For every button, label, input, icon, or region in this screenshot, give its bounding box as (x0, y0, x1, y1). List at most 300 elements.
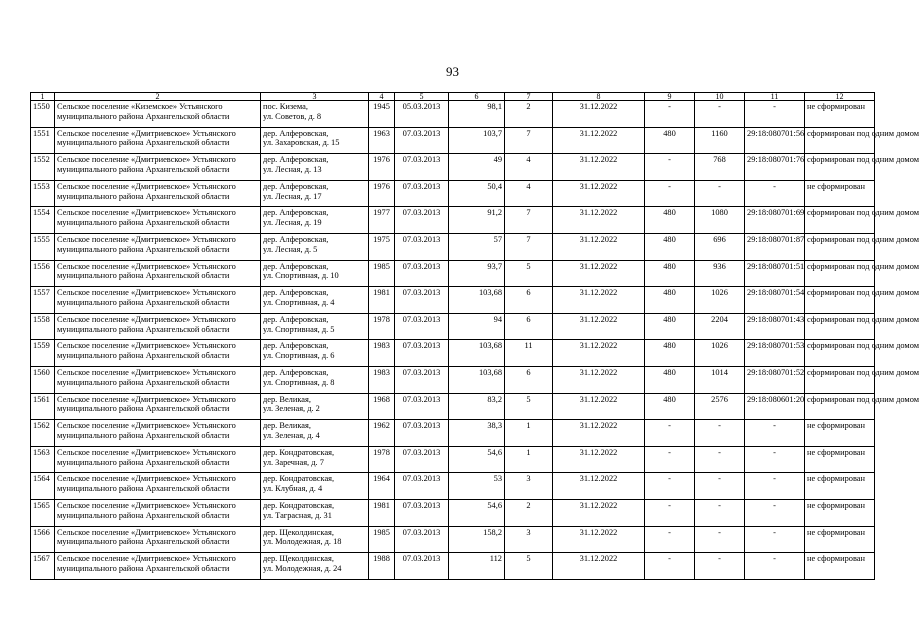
cell-number-text: 1557 (33, 288, 50, 298)
cell-number (31, 446, 55, 473)
cell-end-date (553, 366, 645, 393)
cell-date-text: 07.03.2013 (402, 234, 441, 244)
cell-count (505, 127, 553, 154)
cell-area-text: 158,2 (483, 527, 502, 537)
cell-status (805, 526, 875, 553)
cell-number-text: 1564 (33, 474, 50, 484)
cell-address (261, 446, 369, 473)
cell-address-text: дер. Кондратовская, (263, 500, 335, 510)
cell-count (505, 207, 553, 234)
cell-end-date-text: 31.12.2022 (579, 208, 618, 218)
cell-date (395, 207, 449, 234)
cell-address (261, 499, 369, 526)
cell-end-date-text: 31.12.2022 (579, 234, 618, 244)
cell-date-text: 07.03.2013 (402, 288, 441, 298)
cell-date-text: 07.03.2013 (402, 128, 441, 138)
cell-end-date-text: 31.12.2022 (579, 500, 618, 510)
cell-year (369, 207, 395, 234)
cell-address (261, 553, 369, 580)
cell-number-text: 1555 (33, 234, 50, 244)
cell-date-text: 07.03.2013 (402, 474, 441, 484)
cell-end-date (553, 420, 645, 447)
cell-year-text: 1962 (373, 421, 390, 431)
cell-settlement (55, 340, 261, 367)
cell-col10-text: 936 (713, 261, 726, 271)
cell-status-text: сформирован под одним домом (807, 234, 919, 244)
cell-area-text: 49 (493, 155, 502, 165)
cell-year (369, 287, 395, 314)
cell-address-text: ул. Зеленая, д. 2 (263, 404, 320, 414)
cell-number (31, 366, 55, 393)
column-header: 11 (745, 93, 805, 101)
cell-year-text: 1976 (373, 155, 390, 165)
cell-end-date (553, 207, 645, 234)
cell-settlement (55, 127, 261, 154)
cell-area-text: 112 (489, 554, 502, 564)
cell-year-text: 1976 (373, 181, 390, 191)
cell-area (449, 340, 505, 367)
cell-col10-text: - (718, 421, 721, 431)
cell-date (395, 553, 449, 580)
cell-cadastral (745, 420, 805, 447)
cell-end-date (553, 313, 645, 340)
cell-area (449, 287, 505, 314)
cell-year-text: 1963 (373, 128, 390, 138)
cell-area (449, 420, 505, 447)
cell-date (395, 499, 449, 526)
cell-address-text: ул. Клубная, д. 4 (263, 484, 323, 494)
cell-year (369, 340, 395, 367)
cell-settlement-text: муниципального района Архангельской области (57, 377, 230, 387)
cell-address-text: дер. Алферовская, (263, 341, 329, 351)
cell-col10 (695, 473, 745, 500)
cell-address-text: дер. Великая, (263, 421, 311, 431)
cell-settlement-text: Сельское поселение «Дмитриевское» Устьянского (57, 554, 236, 564)
cell-settlement-text: муниципального района Архангельской области (57, 244, 230, 254)
cell-cadastral-text: 29:18:080701:54 (747, 288, 805, 298)
cell-cadastral-text: 29:18:080701:52 (747, 367, 805, 377)
cell-settlement (55, 101, 261, 128)
cell-settlement-text: Сельское поселение «Дмитриевское» Устьянского (57, 155, 236, 165)
cell-col10 (695, 154, 745, 181)
cell-number-text: 1563 (33, 447, 50, 457)
cell-date (395, 473, 449, 500)
cell-count-text: 4 (526, 181, 531, 191)
cell-col10 (695, 287, 745, 314)
cell-area-text: 93,7 (487, 261, 502, 271)
cell-address (261, 260, 369, 287)
cell-count-text: 7 (526, 234, 531, 244)
cell-address (261, 127, 369, 154)
cell-col10-text: 2576 (711, 394, 728, 404)
cell-col10 (695, 393, 745, 420)
cell-col9-text: - (668, 421, 671, 431)
cell-number-text: 1558 (33, 314, 50, 324)
cell-col10-text: 1026 (711, 288, 728, 298)
cell-end-date (553, 526, 645, 553)
cell-col9-text: 480 (663, 367, 676, 377)
cell-count (505, 154, 553, 181)
cell-status-text: сформирован под одним домом (807, 314, 919, 324)
cell-count-text: 4 (526, 155, 531, 165)
cell-col10-text: 768 (713, 155, 726, 165)
cell-col9-text: - (668, 527, 671, 537)
cell-cadastral (745, 499, 805, 526)
cell-cadastral (745, 313, 805, 340)
column-header: 12 (805, 93, 875, 101)
cell-cadastral-text: 29:18:080701:43 (747, 314, 805, 324)
cell-cadastral-text: - (773, 500, 776, 510)
cell-end-date-text: 31.12.2022 (579, 527, 618, 537)
cell-col10 (695, 340, 745, 367)
cell-settlement-text: муниципального района Архангельской области (57, 510, 230, 520)
column-header: 7 (505, 93, 553, 101)
cell-col10-text: - (718, 527, 721, 537)
cell-settlement-text: Сельское поселение «Дмитриевское» Устьянского (57, 314, 236, 324)
cell-area (449, 553, 505, 580)
cell-year (369, 446, 395, 473)
cell-year (369, 499, 395, 526)
cell-year-text: 1978 (373, 314, 390, 324)
cell-cadastral (745, 233, 805, 260)
column-header: 10 (695, 93, 745, 101)
cell-col10 (695, 553, 745, 580)
cell-number (31, 180, 55, 207)
cell-address (261, 287, 369, 314)
cell-year-text: 1977 (373, 208, 390, 218)
cell-number-text: 1566 (33, 527, 50, 537)
table-row (31, 233, 875, 260)
cell-settlement-text: муниципального района Архангельской области (57, 351, 230, 361)
cell-date-text: 07.03.2013 (402, 554, 441, 564)
cell-col10 (695, 127, 745, 154)
cell-count (505, 233, 553, 260)
cell-col9 (645, 393, 695, 420)
cell-col10-text: 1014 (711, 367, 728, 377)
cell-status-text: не сформирован (807, 421, 865, 431)
cell-status (805, 366, 919, 393)
cell-settlement-text: муниципального района Архангельской области (57, 138, 230, 148)
cell-settlement (55, 420, 261, 447)
column-header: 6 (449, 93, 505, 101)
cell-end-date (553, 499, 645, 526)
cell-col10 (695, 526, 745, 553)
cell-address-text: дер. Щеколдинская, (263, 554, 334, 564)
cell-end-date-text: 31.12.2022 (579, 367, 618, 377)
cell-col9 (645, 526, 695, 553)
cell-end-date-text: 31.12.2022 (579, 102, 618, 111)
cell-settlement (55, 446, 261, 473)
cell-col9-text: 480 (663, 394, 676, 404)
cell-address-text: ул. Спортивная, д. 4 (263, 297, 335, 307)
cell-address (261, 313, 369, 340)
cell-settlement-text: Сельское поселение «Дмитриевское» Устьянского (57, 208, 236, 218)
cell-address-text: ул. Спортивная, д. 5 (263, 324, 335, 334)
cell-cadastral-text: - (773, 181, 776, 191)
table-row (31, 366, 875, 393)
cell-date (395, 180, 449, 207)
cell-date (395, 154, 449, 181)
cell-year-text: 1978 (373, 447, 390, 457)
cell-settlement (55, 207, 261, 234)
cell-status-text: не сформирован (807, 181, 865, 191)
cell-area (449, 313, 505, 340)
cell-date (395, 127, 449, 154)
cell-count (505, 366, 553, 393)
cell-settlement-text: муниципального района Архангельской области (57, 164, 230, 174)
cell-status-text: сформирован под одним домом (807, 367, 919, 377)
table-row (31, 207, 875, 234)
cell-settlement-text: Сельское поселение «Дмитриевское» Устьянского (57, 474, 236, 484)
cell-area-text: 98,1 (487, 102, 502, 111)
cell-number-text: 1553 (33, 181, 50, 191)
cell-address-text: ул. Лесная, д. 17 (263, 191, 322, 201)
cell-address-text: дер. Алферовская, (263, 128, 329, 138)
cell-col10 (695, 180, 745, 207)
cell-settlement-text: Сельское поселение «Дмитриевское» Устьянского (57, 421, 236, 431)
cell-settlement-text: Сельское поселение «Дмитриевское» Устьянского (57, 527, 236, 537)
cell-address (261, 233, 369, 260)
cell-count-text: 5 (526, 261, 531, 271)
cell-count-text: 3 (526, 474, 531, 484)
cell-count-text: 11 (524, 341, 533, 351)
cell-number-text: 1561 (33, 394, 50, 404)
cell-end-date-text: 31.12.2022 (579, 181, 618, 191)
cell-count (505, 446, 553, 473)
cell-date-text: 07.03.2013 (402, 394, 441, 404)
cell-address (261, 154, 369, 181)
cell-address-text: дер. Алферовская, (263, 234, 329, 244)
cell-address (261, 340, 369, 367)
cell-col10 (695, 499, 745, 526)
cell-settlement (55, 473, 261, 500)
cell-col10 (695, 233, 745, 260)
cell-number-text: 1551 (33, 128, 50, 138)
cell-cadastral (745, 473, 805, 500)
cell-col9-text: - (668, 181, 671, 191)
cell-settlement-text: Сельское поселение «Дмитриевское» Устьянского (57, 367, 236, 377)
cell-area-text: 38,3 (487, 421, 502, 431)
table-row (31, 287, 875, 314)
table-row (31, 526, 875, 553)
cell-address (261, 473, 369, 500)
cell-number-text: 1554 (33, 208, 50, 218)
cell-cadastral-text: - (773, 474, 776, 484)
table-row (31, 127, 875, 154)
cell-cadastral (745, 553, 805, 580)
cell-col9-text: - (668, 155, 671, 165)
cell-status (805, 340, 919, 367)
table-row (31, 340, 875, 367)
cell-col10-text: - (718, 102, 721, 111)
cell-date-text: 07.03.2013 (402, 367, 441, 377)
cell-area (449, 207, 505, 234)
cell-year-text: 1985 (373, 261, 390, 271)
cell-settlement-text: Сельское поселение «Дмитриевское» Устьянского (57, 181, 236, 191)
cell-settlement-text: муниципального района Архангельской области (57, 191, 230, 201)
cell-status (805, 233, 919, 260)
cell-number-text: 1552 (33, 155, 50, 165)
cell-settlement-text: Сельское поселение «Дмитриевское» Устьянского (57, 341, 236, 351)
table-row (31, 313, 875, 340)
cell-end-date (553, 127, 645, 154)
registry-table (30, 92, 919, 580)
cell-count (505, 180, 553, 207)
cell-end-date (553, 260, 645, 287)
cell-count (505, 260, 553, 287)
cell-end-date-text: 31.12.2022 (579, 314, 618, 324)
table-row (31, 154, 875, 181)
cell-status-text: сформирован под одним домом (807, 208, 919, 218)
cell-status-text: сформирован под одним домом (807, 394, 919, 404)
cell-area (449, 233, 505, 260)
cell-address-text: дер. Кондратовская, (263, 474, 335, 484)
cell-col9 (645, 207, 695, 234)
cell-settlement-text: Сельское поселение «Дмитриевское» Устьянского (57, 394, 236, 404)
cell-area (449, 446, 505, 473)
cell-area (449, 526, 505, 553)
cell-settlement (55, 553, 261, 580)
cell-address-text: дер. Алферовская, (263, 288, 329, 298)
cell-col9 (645, 420, 695, 447)
cell-number (31, 287, 55, 314)
cell-count (505, 420, 553, 447)
cell-col9-text: 480 (663, 234, 676, 244)
cell-cadastral (745, 154, 805, 181)
cell-col9-text: 480 (663, 208, 676, 218)
cell-end-date (553, 340, 645, 367)
cell-year (369, 233, 395, 260)
cell-col9 (645, 260, 695, 287)
cell-address-text: ул. Лесная, д. 19 (263, 218, 322, 228)
cell-end-date (553, 101, 645, 128)
cell-settlement-text: муниципального района Архангельской области (57, 484, 230, 494)
cell-end-date-text: 31.12.2022 (579, 474, 618, 484)
cell-address-text: дер. Алферовская, (263, 314, 329, 324)
cell-area (449, 180, 505, 207)
cell-col10 (695, 260, 745, 287)
cell-status-text: не сформирован (807, 474, 865, 484)
cell-status (805, 420, 875, 447)
cell-year-text: 1975 (373, 234, 390, 244)
cell-address-text: ул. Лесная, д. 13 (263, 164, 322, 174)
cell-count-text: 5 (526, 394, 531, 404)
cell-count (505, 526, 553, 553)
cell-count-text: 2 (526, 500, 531, 510)
cell-settlement-text: муниципального района Архангельской области (57, 111, 230, 121)
cell-end-date-text: 31.12.2022 (579, 447, 618, 457)
cell-end-date (553, 287, 645, 314)
cell-number-text: 1559 (33, 341, 50, 351)
cell-col10-text: - (718, 181, 721, 191)
cell-status-text: не сформирован (807, 554, 865, 564)
cell-area-text: 54,6 (487, 500, 502, 510)
cell-area-text: 103,68 (478, 288, 502, 298)
column-header: 1 (31, 93, 55, 101)
cell-settlement (55, 233, 261, 260)
cell-settlement-text: муниципального района Архангельской области (57, 297, 230, 307)
cell-address (261, 393, 369, 420)
cell-address-text: ул. Лесная, д. 5 (263, 244, 318, 254)
cell-end-date-text: 31.12.2022 (579, 288, 618, 298)
cell-col10 (695, 366, 745, 393)
cell-address-text: ул. Молодежная, д. 18 (263, 537, 342, 547)
cell-date (395, 366, 449, 393)
cell-settlement-text: муниципального района Архангельской области (57, 563, 230, 573)
cell-address-text: ул. Молодежная, д. 24 (263, 563, 342, 573)
cell-col9-text: - (668, 447, 671, 457)
cell-status (805, 207, 919, 234)
cell-count-text: 6 (526, 288, 531, 298)
cell-col9-text: 480 (663, 128, 676, 138)
cell-date (395, 526, 449, 553)
cell-area-text: 53 (493, 474, 502, 484)
cell-number (31, 340, 55, 367)
cell-date-text: 07.03.2013 (402, 341, 441, 351)
cell-year-text: 1983 (373, 341, 390, 351)
cell-area-text: 54,6 (487, 447, 502, 457)
cell-settlement-text: Сельское поселение «Дмитриевское» Устьянского (57, 234, 236, 244)
cell-cadastral-text: - (773, 421, 776, 431)
cell-count (505, 553, 553, 580)
cell-year (369, 313, 395, 340)
cell-settlement (55, 393, 261, 420)
cell-col9 (645, 180, 695, 207)
cell-address-text: пос. Кизема, (263, 102, 308, 111)
cell-col9 (645, 287, 695, 314)
table-row (31, 393, 875, 420)
cell-status (805, 553, 875, 580)
cell-cadastral (745, 101, 805, 128)
cell-year (369, 154, 395, 181)
cell-number-text: 1565 (33, 500, 50, 510)
cell-settlement (55, 180, 261, 207)
cell-end-date-text: 31.12.2022 (579, 554, 618, 564)
cell-date (395, 233, 449, 260)
cell-end-date (553, 180, 645, 207)
cell-year (369, 473, 395, 500)
cell-year-text: 1985 (373, 527, 390, 537)
cell-end-date (553, 393, 645, 420)
cell-area-text: 91,2 (487, 208, 502, 218)
cell-area-text: 103,68 (478, 341, 502, 351)
cell-address-text: дер. Алферовская, (263, 261, 329, 271)
page-number: 93 (446, 64, 459, 79)
cell-number (31, 553, 55, 580)
cell-date-text: 07.03.2013 (402, 527, 441, 537)
cell-cadastral (745, 207, 805, 234)
cell-number (31, 526, 55, 553)
table-row (31, 446, 875, 473)
table-row (31, 180, 875, 207)
cell-address-text: дер. Алферовская, (263, 155, 329, 165)
cell-date (395, 101, 449, 128)
cell-year (369, 101, 395, 128)
column-header: 9 (645, 93, 695, 101)
cell-status (805, 180, 875, 207)
cell-status-text: сформирован под одним домом (807, 155, 919, 165)
cell-cadastral-text: - (773, 527, 776, 537)
cell-date (395, 420, 449, 447)
cell-date-text: 07.03.2013 (402, 261, 441, 271)
cell-count (505, 313, 553, 340)
cell-col10-text: - (718, 447, 721, 457)
cell-date-text: 07.03.2013 (402, 181, 441, 191)
cell-col9 (645, 473, 695, 500)
cell-number (31, 420, 55, 447)
cell-end-date-text: 31.12.2022 (579, 421, 618, 431)
cell-settlement (55, 526, 261, 553)
